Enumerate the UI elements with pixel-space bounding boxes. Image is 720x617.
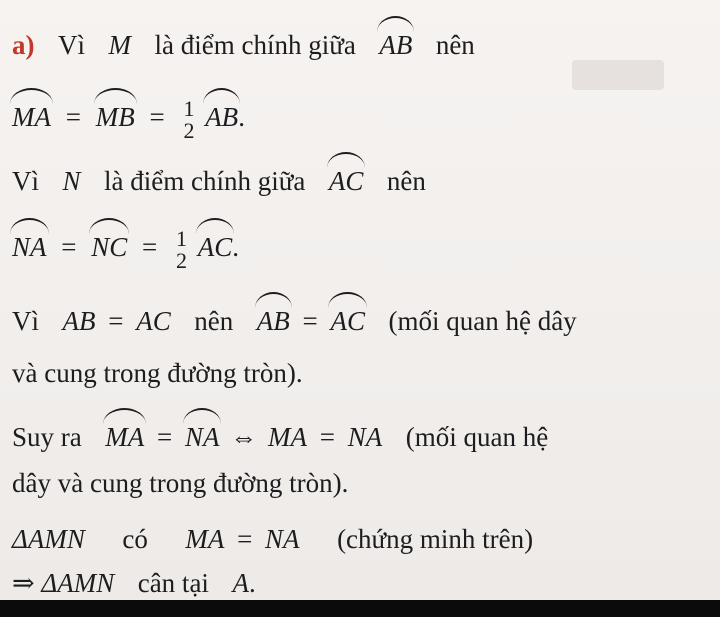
text: cân tại xyxy=(137,568,209,598)
line-8 xyxy=(12,466,348,500)
triangle-AMN: ΔAMN xyxy=(12,524,85,554)
text: Vì xyxy=(12,166,39,196)
arc-NA: NA xyxy=(12,232,47,263)
math-var: A xyxy=(232,568,249,598)
equals: = xyxy=(149,102,165,133)
arc-MA: MA xyxy=(12,102,51,133)
text: Vì xyxy=(12,306,39,336)
arc-AB: AB xyxy=(205,102,239,133)
triangle-AMN: ΔAMN xyxy=(41,568,115,598)
math-segment: MA xyxy=(185,524,225,554)
text: Suy ra xyxy=(12,422,82,452)
iff-symbol: ⇔ xyxy=(230,422,258,452)
math-segment: NA xyxy=(265,524,300,554)
line-7 xyxy=(12,420,548,454)
text: nên xyxy=(194,306,234,336)
line-6 xyxy=(12,356,303,390)
equals: = xyxy=(302,306,318,336)
equals: = xyxy=(65,102,81,133)
equals: = xyxy=(319,422,335,452)
math-var: M xyxy=(108,30,131,60)
line-10 xyxy=(12,566,256,600)
text: (mối quan hệ dây xyxy=(388,306,577,336)
bleed-through-text xyxy=(130,6,135,27)
equals: = xyxy=(108,306,124,336)
equals: = xyxy=(142,232,158,263)
line-1 xyxy=(12,28,475,62)
text: nên xyxy=(386,166,426,196)
numerator: 1 xyxy=(183,96,195,121)
text: (mối quan hệ xyxy=(405,422,549,452)
text: là điểm chính giữa xyxy=(104,166,306,196)
math-segment: AC xyxy=(136,306,171,336)
part-label: a) xyxy=(12,30,35,60)
denominator: 2 xyxy=(183,118,195,143)
period: . xyxy=(248,568,256,598)
arc-AC: AC xyxy=(328,166,364,196)
arc-MB: MB xyxy=(95,102,135,133)
line-2 xyxy=(12,98,245,142)
equals: = xyxy=(237,524,253,554)
arc-AB: AB xyxy=(379,30,413,60)
text: dây và cung trong đường tròn). xyxy=(12,468,349,498)
math-segment: NA xyxy=(347,422,383,452)
math-segment: AB xyxy=(62,306,96,336)
line-5 xyxy=(12,304,577,338)
fraction-one-half xyxy=(183,98,194,142)
arc-NA: NA xyxy=(184,422,220,452)
equals: = xyxy=(156,422,173,452)
math-segment: MA xyxy=(267,422,307,452)
arc-AB: AB xyxy=(256,306,290,336)
line-3 xyxy=(12,164,426,198)
text: có xyxy=(122,524,148,554)
arc-AC: AC xyxy=(197,232,233,263)
arc-MA: MA xyxy=(105,422,145,452)
text: (chứng minh trên) xyxy=(337,524,534,554)
text: là điểm chính giữa xyxy=(154,30,356,60)
implies-symbol: ⇒ xyxy=(12,568,35,598)
period: . xyxy=(238,102,245,133)
text: nên xyxy=(435,30,475,60)
period: . xyxy=(232,232,240,263)
bottom-border xyxy=(0,600,720,617)
equals: = xyxy=(61,232,77,263)
fraction-one-half xyxy=(176,228,187,272)
math-var: N xyxy=(62,166,81,196)
denominator: 2 xyxy=(176,248,188,273)
text: Vì xyxy=(58,30,85,60)
text: và cung trong đường tròn). xyxy=(12,358,303,388)
line-9 xyxy=(12,522,533,556)
arc-NC: NC xyxy=(91,232,128,263)
numerator: 1 xyxy=(176,226,188,251)
line-4 xyxy=(12,228,239,272)
arc-AC: AC xyxy=(330,306,365,336)
page-smudge xyxy=(572,60,664,90)
